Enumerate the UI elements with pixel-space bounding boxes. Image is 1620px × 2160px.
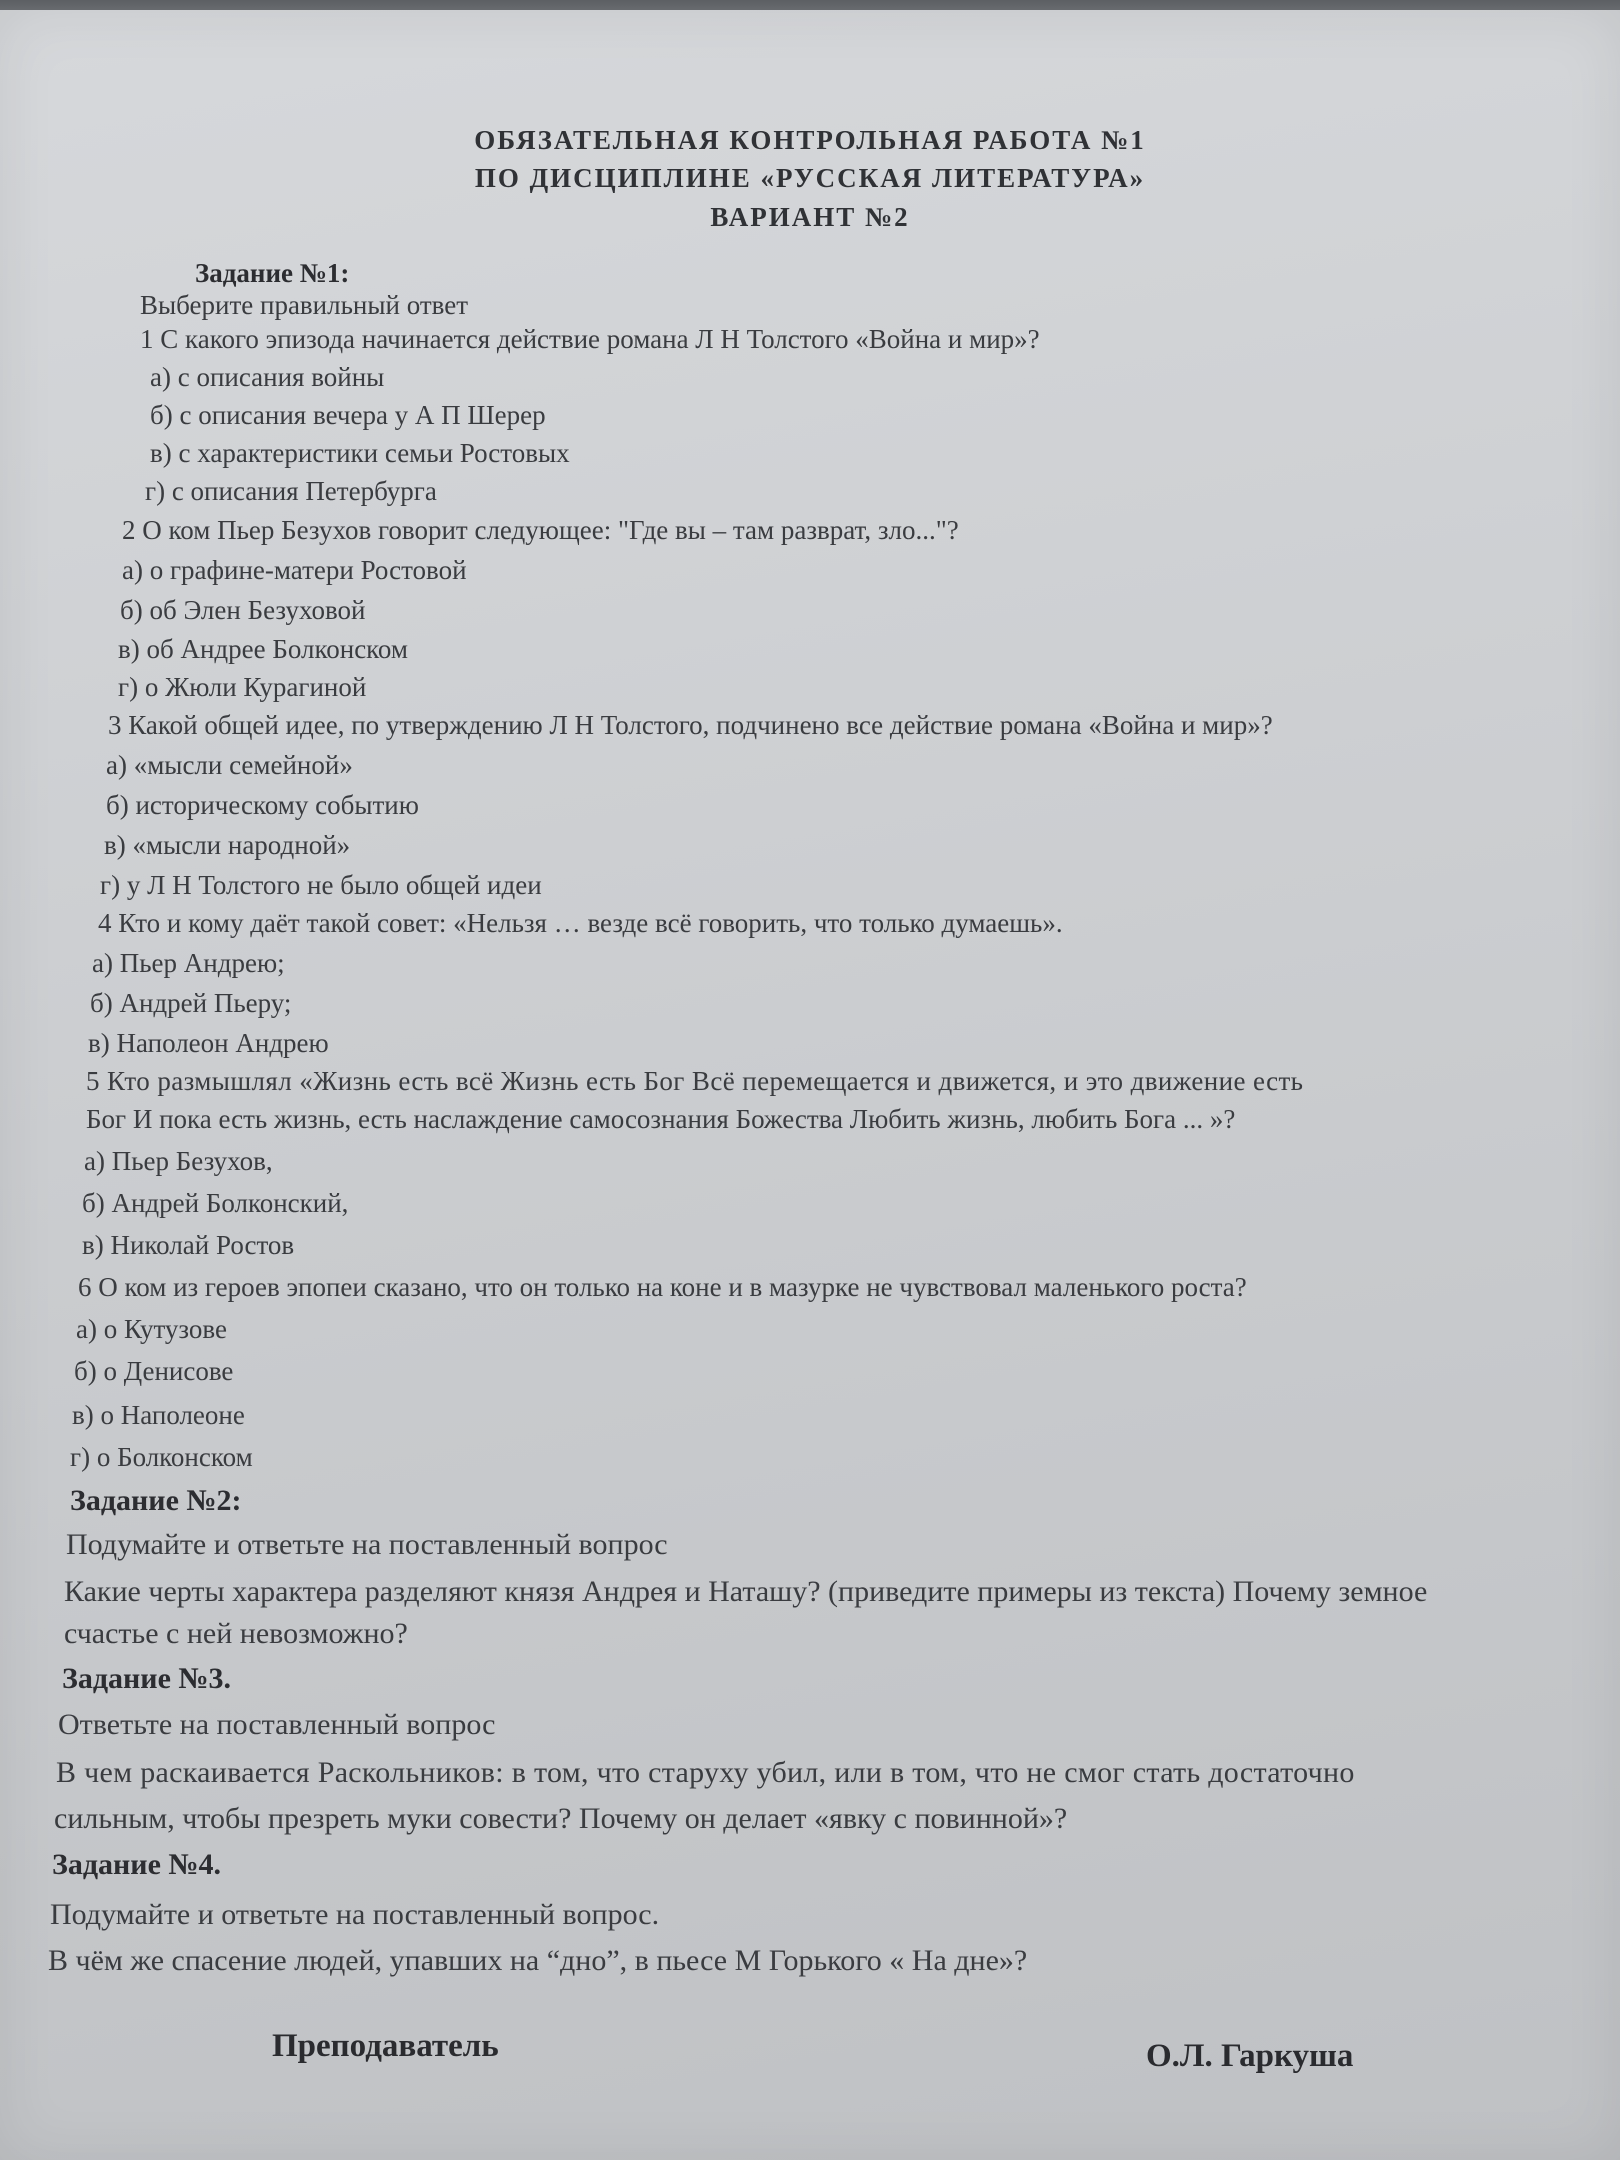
task3-question-line1: В чем раскаивается Раскольников: в том, что старуху убил, или в том, что не смог стать достаточно <box>56 1756 1355 1789</box>
doc-title-line2: ПО ДИСЦИПЛИНЕ «РУССКАЯ ЛИТЕРАТУРА» <box>474 163 1146 193</box>
task1-title: Задание №1: <box>195 258 350 288</box>
doc-variant: ВАРИАНТ №2 <box>710 202 910 232</box>
task3-title: Задание №3. <box>62 1662 232 1695</box>
task2-question-line2: счастье с ней невозможно? <box>64 1617 408 1650</box>
q6-option-a: а) о Кутузове <box>76 1314 227 1344</box>
q1-option-a: а) с описания войны <box>150 362 385 392</box>
q1-text: 1 С какого эпизода начинается действие романа Л Н Толстого «Война и мир»? <box>140 324 1040 354</box>
task3-instruction: Ответьте на поставленный вопрос <box>58 1708 496 1741</box>
q2-option-b: б) об Элен Безуховой <box>120 595 366 625</box>
q5-option-b: б) Андрей Болконский, <box>82 1188 349 1218</box>
q1-option-c: в) с характеристики семьи Ростовых <box>150 438 570 468</box>
task2-question-line1: Какие черты характера разделяют князя Андрея и Наташу? (приведите примеры из текста) Почему земное <box>64 1575 1428 1608</box>
q1-option-b: б) с описания вечера у А П Шерер <box>150 400 546 430</box>
q2-option-d: г) о Жюли Курагиной <box>118 672 367 702</box>
task2-instruction: Подумайте и ответьте на поставленный вопрос <box>66 1528 668 1561</box>
task4-title: Задание №4. <box>52 1848 222 1881</box>
q5-text-line2: Бог И пока есть жизнь, есть наслаждение самосознания Божества Любить жизнь, любить Бога ... »? <box>86 1104 1236 1134</box>
task1-instruction: Выберите правильный ответ <box>140 290 469 320</box>
q4-option-b: б) Андрей Пьеру; <box>90 988 292 1018</box>
q5-text-line1: 5 Кто размышлял «Жизнь есть всё Жизнь есть Бог Всё перемещается и движется, и это движение есть <box>86 1066 1304 1096</box>
q5-option-c: в) Николай Ростов <box>82 1230 295 1260</box>
task4-question: В чём же спасение людей, упавших на “дно”, в пьесе М Горького « На дне»? <box>48 1944 1028 1977</box>
q6-option-c: в) о Наполеоне <box>72 1400 245 1430</box>
q4-text: 4 Кто и кому даёт такой совет: «Нельзя … везде всё говорить, что только думаешь». <box>98 908 1063 938</box>
document-sheet <box>0 10 1620 2160</box>
q3-option-a: а) «мысли семейной» <box>106 750 353 780</box>
doc-title-line1: ОБЯЗАТЕЛЬНАЯ КОНТРОЛЬНАЯ РАБОТА №1 <box>474 125 1146 155</box>
q3-option-d: г) у Л Н Толстого не было общей идеи <box>100 870 542 900</box>
q4-option-a: а) Пьер Андрею; <box>92 948 285 978</box>
q3-option-c: в) «мысли народной» <box>104 830 351 860</box>
task2-title: Задание №2: <box>70 1484 242 1517</box>
q5-option-a: а) Пьер Безухов, <box>84 1146 273 1176</box>
task3-question-line2: сильным, чтобы презреть муки совести? Почему он делает «явку с повинной»? <box>54 1802 1068 1835</box>
q2-option-a: а) о графине-матери Ростовой <box>122 555 467 585</box>
q3-option-b: б) историческому событию <box>106 790 419 820</box>
teacher-name: О.Л. Гаркуша <box>1146 2038 1354 2074</box>
q2-option-c: в) об Андрее Болконском <box>118 634 408 664</box>
q2-text: 2 О ком Пьер Безухов говорит следующее: "Где вы – там разврат, зло..."? <box>122 515 959 545</box>
teacher-label: Преподаватель <box>272 2028 499 2064</box>
q4-option-c: в) Наполеон Андрею <box>88 1028 329 1058</box>
task4-instruction: Подумайте и ответьте на поставленный вопрос. <box>50 1898 660 1931</box>
q6-option-d: г) о Болконском <box>70 1442 253 1472</box>
q6-option-b: б) о Денисове <box>74 1356 234 1386</box>
q1-option-d: г) с описания Петербурга <box>145 476 437 506</box>
q6-text: 6 О ком из героев эпопеи сказано, что он только на коне и в мазурке не чувствовал маленького роста? <box>78 1272 1247 1302</box>
q3-text: 3 Какой общей идее, по утверждению Л Н Толстого, подчинено все действие романа «Война и мир»? <box>108 710 1273 740</box>
